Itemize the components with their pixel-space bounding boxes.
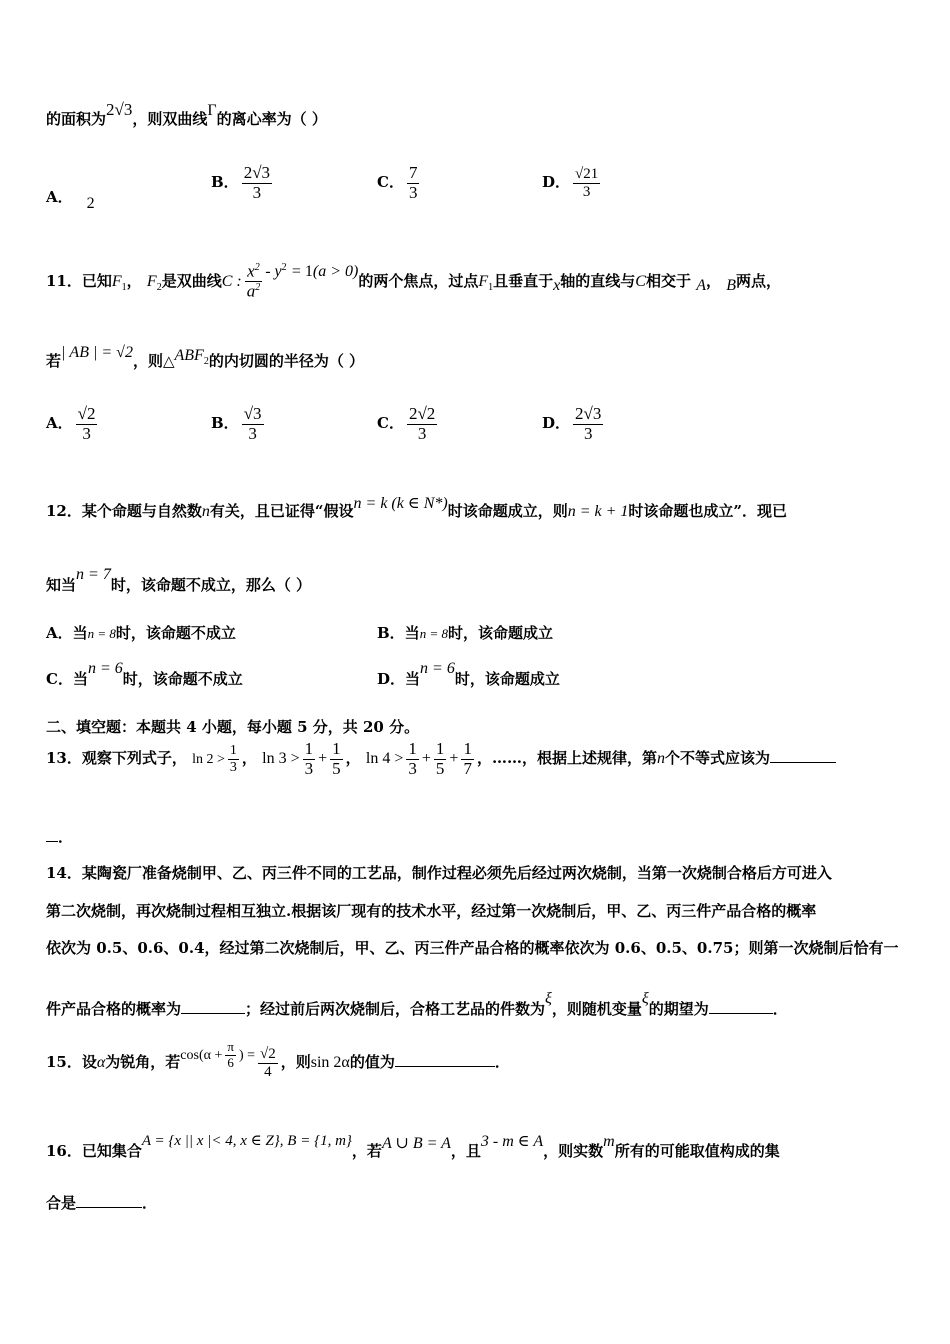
- text: 相交于: [645, 271, 691, 290]
- text: 且垂直于: [493, 271, 554, 290]
- option-label: C．当: [46, 670, 88, 688]
- option-label: C．: [377, 414, 404, 433]
- text: ，: [126, 271, 142, 290]
- equals-one: = 1: [291, 262, 313, 280]
- text: ，则: [280, 1053, 311, 1071]
- option-label: C．: [377, 173, 404, 192]
- c-var: C: [635, 272, 646, 290]
- close-expr: ) =: [238, 1048, 255, 1063]
- text: ，且: [450, 1142, 481, 1160]
- option-label: B．: [211, 173, 239, 192]
- q16-line2: [46, 1192, 157, 1213]
- numerator: 7: [408, 163, 418, 182]
- a-var: A: [696, 276, 706, 294]
- area-value: 2√3: [106, 100, 133, 119]
- numerator: 2√3: [243, 163, 271, 182]
- text: 的期望为: [648, 1000, 709, 1018]
- q11-line1: 11．已知$F_1$， $F_2$是双曲线C : $\frac{x^2}{a^2}$ - $y^2 = 1(a > 0)$的两个焦点，过点$F_1$且垂直于x轴的直线与C相交于 A， B两点，: [46, 261, 782, 301]
- option-condition: n = 8: [87, 626, 116, 641]
- option-condition: n = 6: [87, 660, 123, 677]
- f1-symbol: F: [478, 272, 489, 290]
- hyperbola-fraction: $\frac{x^2}{a^2}$: [246, 261, 261, 301]
- ineq-3: ln 4 >: [365, 750, 404, 768]
- denominator: 6: [227, 1054, 234, 1070]
- union-expr: A ∪ B = A: [381, 1135, 451, 1152]
- text: 所有的可能取值构成的集: [614, 1142, 780, 1160]
- q14-line2: [46, 900, 816, 921]
- option-text: 时，该命题不成立: [115, 624, 236, 642]
- text: 轴的直线与: [560, 271, 636, 290]
- denominator: 7: [463, 758, 472, 778]
- q12-line2: [46, 566, 312, 595]
- text: 合是: [46, 1194, 77, 1212]
- alpha-var: α: [96, 1054, 106, 1071]
- text: ．: [58, 828, 74, 846]
- fraction: [225, 1040, 236, 1070]
- sin-expr: sin 2α: [310, 1054, 350, 1071]
- text: 若: [46, 352, 62, 370]
- f1-symbol: F: [111, 272, 122, 290]
- text: 第二次烧制，再次烧制过程相互独立.根据该厂现有的技术水平，经过第一次烧制后，甲、乙、丙三件产品合格的概率: [46, 902, 817, 920]
- numerator: 1: [332, 739, 341, 758]
- sub-1: 1: [121, 281, 127, 293]
- q11-option-b[interactable]: [211, 405, 267, 443]
- numerator: √21: [575, 166, 599, 182]
- denominator: a: [246, 282, 256, 301]
- answer-blank-2[interactable]: [709, 1013, 773, 1014]
- text: 依次为 0.5、0.6、0.4，经过第二次烧制后，甲、乙、丙三件产品合格的概率依次为 0.6、0.5、0.75；则第一次烧制后恰有一: [46, 939, 899, 957]
- text: 的面积为: [46, 110, 107, 128]
- m-var: m: [603, 1133, 615, 1150]
- text: 11．已知: [46, 271, 112, 290]
- text: 14．某陶瓷厂准备烧制甲、乙、丙三件不同的工艺品，制作过程必须先后经过两次烧制，当第一次烧制合格后方可进入: [46, 864, 832, 882]
- y-term: - y: [265, 262, 282, 280]
- section-heading: [46, 716, 419, 737]
- text: 13．观察下列式子，: [46, 749, 187, 768]
- denominator: 3: [408, 182, 418, 202]
- fraction: [407, 164, 420, 202]
- option-label: D．: [542, 414, 571, 433]
- numerator: 1: [408, 739, 417, 758]
- option-label: B．: [211, 414, 239, 433]
- fraction: [407, 405, 437, 443]
- n-var: n: [656, 750, 665, 768]
- gamma-symbol: Γ: [207, 102, 217, 119]
- numerator: x: [247, 261, 255, 281]
- sub-2: 2: [156, 281, 162, 293]
- fraction: [330, 740, 343, 778]
- numerator: 1: [304, 739, 314, 758]
- q15: [46, 1039, 510, 1080]
- text: 两点，: [736, 271, 782, 290]
- fraction: [242, 164, 272, 202]
- text: ；经过前后两次烧制后，合格工艺品的件数为: [245, 1000, 546, 1018]
- denominator: 3: [417, 423, 427, 443]
- numerator: 1: [435, 739, 445, 758]
- text: 16．已知集合: [46, 1142, 142, 1160]
- denominator: 5: [435, 758, 445, 778]
- text: 15．设: [46, 1053, 97, 1071]
- answer-blank-1[interactable]: [181, 1013, 245, 1014]
- b-var: B: [726, 276, 737, 294]
- numerator: 1: [229, 743, 237, 759]
- q12-line1: [46, 495, 788, 521]
- fraction: [406, 740, 419, 778]
- text: ．: [142, 1194, 158, 1212]
- n-var: n: [201, 503, 210, 520]
- q14-line4: [46, 990, 788, 1019]
- denominator: 5: [332, 758, 341, 778]
- answer-blank[interactable]: [76, 1207, 142, 1208]
- fraction: [303, 740, 316, 778]
- denominator: 3: [304, 758, 314, 778]
- q12-option-c[interactable]: [46, 660, 243, 689]
- denominator: 3: [82, 423, 91, 443]
- fraction: [461, 740, 474, 778]
- denominator: 3: [229, 759, 237, 775]
- separator: ，: [345, 749, 361, 768]
- plus: +: [421, 750, 431, 768]
- option-label: A．: [46, 188, 73, 206]
- xi-symbol: ξ: [641, 990, 649, 1007]
- option-value: 2: [86, 195, 95, 212]
- cos-expr: cos(α +: [180, 1048, 223, 1063]
- curve-name: C :: [221, 272, 242, 290]
- fraction: [258, 1046, 278, 1080]
- text: ．: [494, 1053, 510, 1071]
- fraction: [76, 405, 98, 443]
- q16-line1: [46, 1133, 780, 1161]
- text: ，则随机变量: [551, 1000, 642, 1018]
- plus: +: [318, 750, 328, 768]
- separator: ，: [241, 749, 257, 768]
- text: ．: [772, 1000, 788, 1018]
- q12-option-d[interactable]: [377, 660, 560, 689]
- fraction: [434, 740, 447, 778]
- option-text: 时，该命题成立: [454, 670, 560, 688]
- nk-condition: n = k (k ∈ N*): [353, 495, 448, 512]
- section-title: 二、填空题：本题共 4 小题，每小题 5 分，共 20 分。: [46, 718, 420, 736]
- text: 12．某个命题与自然数: [46, 502, 202, 520]
- text: 的值为: [349, 1053, 395, 1071]
- q11-option-c[interactable]: [377, 405, 440, 443]
- set-expr: A = {x || x |< 4, x ∈ Z}, B = {1, m}: [141, 1133, 352, 1149]
- x-var: x: [553, 276, 561, 294]
- text: 个不等式应该为: [664, 749, 770, 768]
- option-text: 时，该命题不成立: [122, 670, 243, 688]
- denominator: 3: [252, 182, 262, 202]
- q13: [46, 740, 836, 778]
- text: 的内切圆的半径为（ ）: [208, 352, 365, 370]
- triangle-name: ABF: [174, 347, 204, 364]
- q12-option-a[interactable]: [46, 622, 236, 643]
- text: 是双曲线: [161, 271, 222, 290]
- q14-line1: [46, 862, 832, 883]
- text: 件产品合格的概率为: [46, 1000, 182, 1018]
- text: ，……，根据上述规律，第: [476, 749, 657, 768]
- denominator: 4: [264, 1063, 272, 1080]
- ab-length: | AB | = √2: [61, 344, 133, 361]
- option-label: A．当: [46, 624, 88, 642]
- q10-option-b[interactable]: [211, 164, 275, 202]
- q11-option-d[interactable]: [542, 405, 606, 443]
- q13-tail: [46, 826, 73, 847]
- q12-option-b[interactable]: [377, 622, 553, 643]
- text: 知当: [46, 576, 77, 594]
- answer-blank[interactable]: [395, 1066, 495, 1067]
- q14-line3: [46, 937, 898, 958]
- plus: +: [449, 750, 459, 768]
- q10-option-d[interactable]: [542, 166, 603, 200]
- denominator: 3: [248, 423, 257, 443]
- fraction: [242, 405, 264, 443]
- text: 有关，且已证得“假设: [209, 502, 354, 520]
- condition: (a > 0): [312, 262, 359, 280]
- q10-option-a[interactable]: [46, 186, 95, 212]
- numerator: 1: [463, 739, 472, 758]
- text: ，则△: [132, 352, 175, 370]
- option-label: D．当: [377, 670, 421, 688]
- text: 的离心率为（ ）: [216, 110, 327, 128]
- answer-blank[interactable]: [770, 762, 836, 763]
- fraction: [573, 166, 600, 200]
- q11-line2: 若| AB | = √2，则$\triangle ABF_2$的内切圆的半径为（ ）: [46, 344, 365, 370]
- condition-expr: 3 - m ∈ A: [480, 1133, 544, 1150]
- option-condition: n = 8: [419, 626, 448, 641]
- ineq-1: ln 2 >: [192, 752, 225, 768]
- q11-option-a[interactable]: [46, 405, 100, 443]
- numerator: √2: [260, 1046, 276, 1062]
- option-condition: n = 6: [420, 660, 455, 677]
- xi-symbol: ξ: [545, 990, 552, 1007]
- numerator: π: [227, 1039, 234, 1055]
- text: ，若: [351, 1142, 382, 1160]
- f2-symbol: F: [146, 272, 157, 290]
- q10-option-c[interactable]: [377, 164, 422, 202]
- fraction: [228, 743, 239, 775]
- numerator: √2: [77, 404, 96, 423]
- nk1-condition: n = k + 1: [567, 503, 629, 520]
- text: 的两个焦点，过点: [358, 271, 479, 290]
- text: 为锐角，若: [105, 1053, 181, 1071]
- text: ，则实数: [543, 1142, 604, 1160]
- text: 时该命题也成立”．现已: [628, 502, 788, 520]
- n7-condition: n = 7: [76, 566, 111, 583]
- numerator: 2√3: [575, 404, 602, 423]
- text: ，则双曲线: [132, 110, 208, 128]
- answer-blank-tail[interactable]: [46, 841, 58, 842]
- denominator: 3: [582, 183, 591, 200]
- text: 时，该命题不成立，那么（ ）: [110, 576, 312, 594]
- fraction: [573, 405, 603, 443]
- q10-stem: [46, 100, 327, 129]
- numerator: √3: [243, 404, 262, 423]
- option-label: D．: [542, 173, 571, 191]
- option-text: 时，该命题成立: [447, 624, 553, 642]
- text: 时该命题成立，则: [447, 502, 568, 520]
- option-label: B．当: [377, 624, 420, 642]
- ineq-2: ln 3 >: [262, 750, 300, 768]
- numerator: 2√2: [408, 404, 436, 423]
- denominator: 3: [583, 423, 593, 443]
- option-label: A．: [46, 414, 73, 433]
- denominator: 3: [408, 758, 417, 778]
